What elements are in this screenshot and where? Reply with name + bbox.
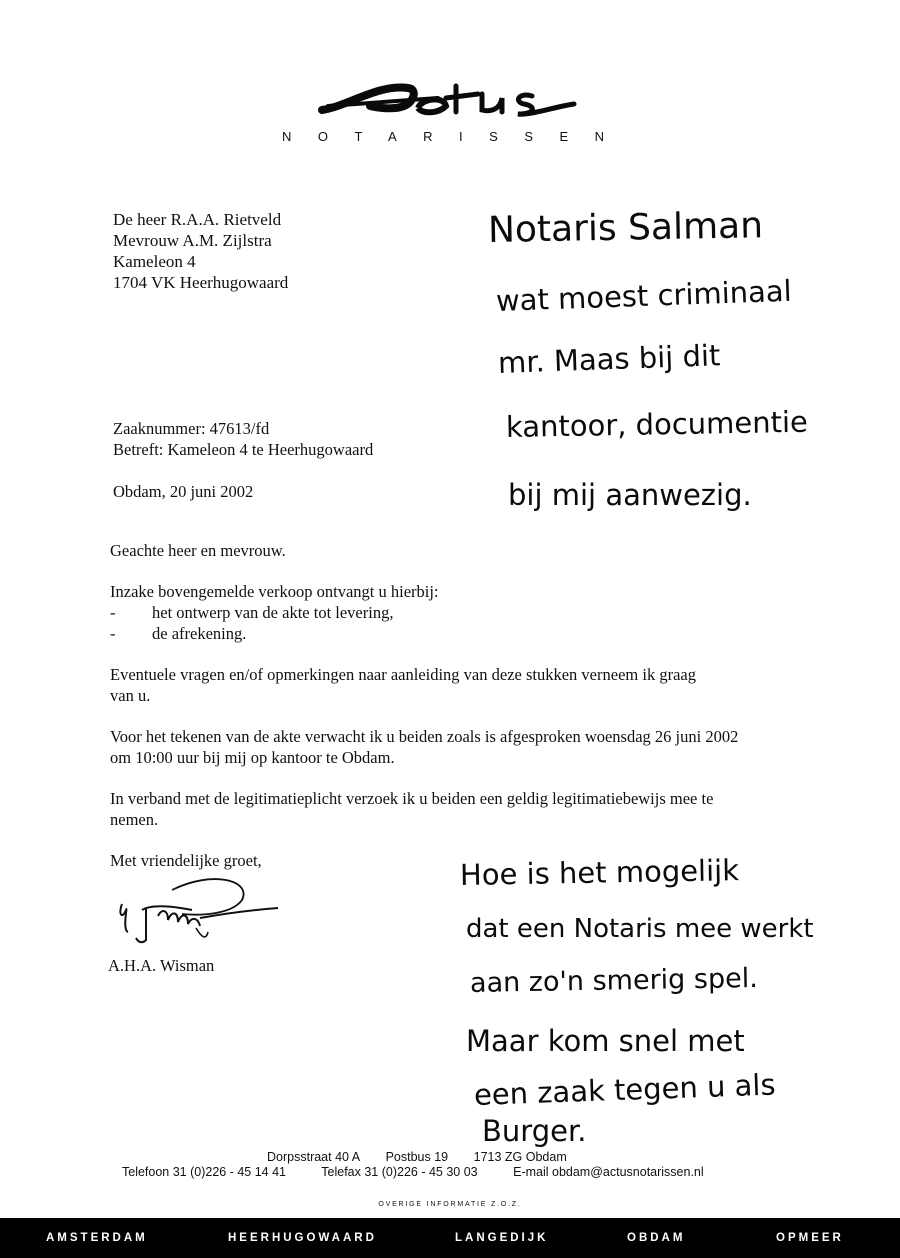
handwritten-line: aan zo'n smerig spel. [469,962,759,999]
other-info-note: OVERIGE INFORMATIE Z.O.Z. [378,1201,522,1208]
office-cities-bar [0,1218,900,1258]
footer-postal: 1713 ZG Obdam [473,1150,567,1164]
city-opmeer: OPMEER [776,1232,844,1244]
addressee-line: De heer R.A.A. Rietveld [113,210,282,229]
city-heerhugowaard: HEERHUGOWAARD [228,1232,377,1244]
list-marker: - [110,603,116,622]
actus-logo [318,76,580,126]
footer-phone: Telefoon 31 (0)226 - 45 14 41 [122,1165,287,1179]
city-obdam: OBDAM [627,1232,686,1244]
handwritten-line: dat een Notaris mee werkt [466,914,814,944]
letter-body [110,540,760,871]
paragraph-questions: Eventuele vragen en/of opmerkingen naar aanleiding van deze stukken verneem ik graag van u. [110,665,696,705]
handwritten-line: kantoor, documentie [505,404,809,444]
list-item-text: het ontwerp van de akte tot levering, [152,603,394,622]
list-marker: - [110,624,116,643]
signature-image [112,870,282,950]
addressee-block [113,209,288,293]
closing: Met vriendelijke groet, [110,851,262,870]
addressee-line: Kameleon 4 [113,252,196,271]
footer-pobox: Postbus 19 [385,1150,449,1164]
intro-line: Inzake bovengemelde verkoop ontvangt u hierbij: [110,582,439,601]
handwritten-line: Maar kom snel met [466,1024,745,1058]
city-langedijk: LANGEDIJK [455,1232,549,1244]
handwritten-line: mr. Maas bij dit [497,338,721,380]
footer-contact [122,1165,736,1179]
salutation: Geachte heer en mevrouw. [110,541,286,560]
footer-fax: Telefax 31 (0)226 - 45 30 03 [321,1165,478,1179]
addressee-line: 1704 VK Heerhugowaard [113,273,289,292]
signature-name: A.H.A. Wisman [108,956,215,975]
city-amsterdam: AMSTERDAM [46,1232,148,1244]
place-date: Obdam, 20 juni 2002 [113,482,254,501]
footer-street: Dorpsstraat 40 A [267,1150,361,1164]
list-item [110,623,760,644]
handwritten-line: een zaak tegen u als [473,1067,777,1112]
handwritten-line: bij mij aanwezig. [508,478,752,512]
paragraph-identification: In verband met de legitimatieplicht verzoek ik u beiden een geldig legitimatiebewijs mee te nemen. [110,789,714,829]
brand-subtitle: NOTARISSEN [282,129,631,144]
addressee-line: Mevrouw A.M. Zijlstra [113,231,272,250]
footer-email: E-mail obdam@actusnotarissen.nl [513,1165,704,1179]
paragraph-signing: Voor het tekenen van de akte verwacht ik u beiden zoals is afgesproken woensdag 26 juni 2002 om 10:00 uur bij mij op kantoor te Obdam. [110,727,739,767]
case-number: Zaaknummer: 47613/fd [113,419,270,438]
handwritten-line: wat moest criminaal [495,273,793,318]
footer-address [267,1150,589,1164]
list-item-text: de afrekening. [152,624,247,643]
list-item [110,602,760,623]
subject-line: Betreft: Kameleon 4 te Heerhugowaard [113,440,374,459]
handwritten-line: Hoe is het mogelijk [459,853,740,892]
handwritten-line: Burger. [482,1114,587,1148]
handwritten-line: Notaris Salman [487,205,764,251]
